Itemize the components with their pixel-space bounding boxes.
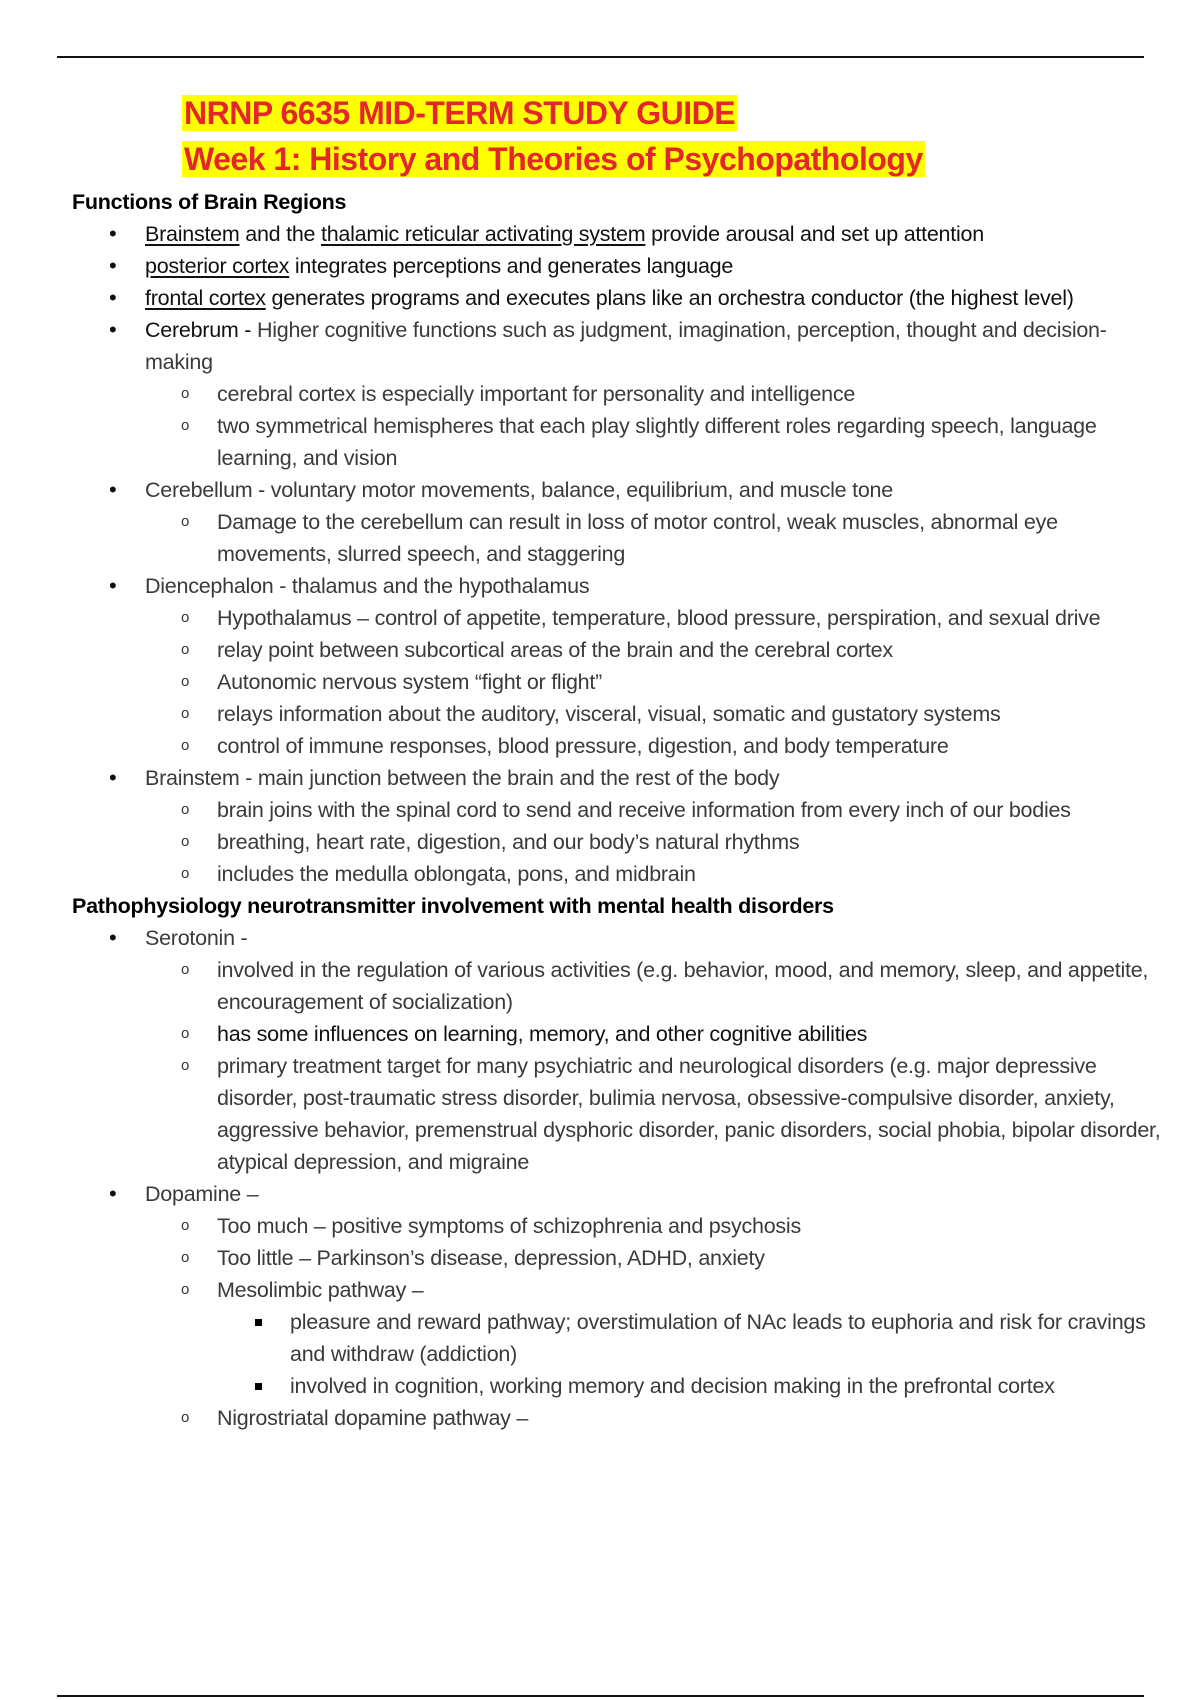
sub-list-item xyxy=(72,826,1168,858)
sub-list-item xyxy=(72,954,1168,1018)
text: Mesolimbic pathway – xyxy=(217,1278,424,1302)
circle-bullet-icon: o xyxy=(181,513,190,530)
circle-bullet-icon: o xyxy=(181,1025,190,1042)
title-block xyxy=(182,90,925,182)
bullet-icon: • xyxy=(109,285,117,310)
text: Too little – Parkinson’s disease, depression, ADHD, anxiety xyxy=(217,1246,765,1270)
term: Cerebrum - xyxy=(145,318,257,342)
text: integrates perceptions and generates language xyxy=(289,254,734,278)
top-rule xyxy=(57,56,1144,58)
text: Higher cognitive functions such as judgment, imagination, perception, thought and decision-making xyxy=(145,318,1107,374)
text: two symmetrical hemispheres that each play slightly different roles regarding speech, language learning, and vision xyxy=(217,414,1097,470)
circle-bullet-icon: o xyxy=(181,385,190,402)
text: primary treatment target for many psychiatric and neurological disorders (e.g. major depressive disorder, post-traumatic stress disorder, bulimia nervosa, obsessive-compulsive disorder, anxiety, aggressive behavior, premenstrual dysphoric disorder, panic disorders, social phobia, bipolar disorder, atypical depression, and migraine xyxy=(217,1054,1161,1174)
section-heading-neurotransmitters: Pathophysiology neurotransmitter involvement with mental health disorders xyxy=(72,894,834,918)
text: Autonomic nervous system “fight or flight” xyxy=(217,670,603,694)
bullet-icon: • xyxy=(109,1181,117,1206)
underlined-term: posterior cortex xyxy=(145,254,290,278)
circle-bullet-icon: o xyxy=(181,1409,190,1426)
sub-list-item xyxy=(72,634,1168,666)
sub-list-item xyxy=(72,698,1168,730)
circle-bullet-icon: o xyxy=(181,609,190,626)
text: includes the medulla oblongata, pons, and midbrain xyxy=(217,862,696,886)
list-item xyxy=(72,1178,1168,1210)
text: Nigrostriatal dopamine pathway – xyxy=(217,1406,529,1430)
sub-list-item xyxy=(72,1274,1168,1306)
sub-sub-list-item xyxy=(72,1370,1168,1402)
bullet-icon: • xyxy=(109,221,117,246)
bullet-icon: • xyxy=(109,317,117,342)
circle-bullet-icon: o xyxy=(181,737,190,754)
text: relay point between subcortical areas of the brain and the cerebral cortex xyxy=(217,638,893,662)
brain-regions-list xyxy=(72,218,1168,890)
list-item xyxy=(72,282,1168,314)
list-item xyxy=(72,218,1168,250)
text: involved in the regulation of various activities (e.g. behavior, mood, and memory, sleep, and appetite, encouragement of socialization) xyxy=(217,958,1149,1014)
list-item xyxy=(72,762,1168,794)
neurotransmitter-list xyxy=(72,922,1168,1434)
circle-bullet-icon: o xyxy=(181,705,190,722)
text: pleasure and reward pathway; overstimulation of NAc leads to euphoria and risk for cravings and withdraw (addiction) xyxy=(290,1310,1146,1366)
text: Hypothalamus – control of appetite, temperature, blood pressure, perspiration, and sexual drive xyxy=(217,606,1101,630)
list-item xyxy=(72,250,1168,282)
text: Damage to the cerebellum can result in loss of motor control, weak muscles, abnormal eye movements, slurred speech, and staggering xyxy=(217,510,1058,566)
text: provide arousal and set up attention xyxy=(645,222,984,246)
sub-list-item xyxy=(72,1402,1168,1434)
bottom-rule xyxy=(57,1695,1144,1697)
sub-list-item xyxy=(72,1050,1168,1178)
text: and the xyxy=(239,222,321,246)
section-heading-brain-regions: Functions of Brain Regions xyxy=(72,190,347,214)
list-item xyxy=(72,570,1168,602)
title-line-1 xyxy=(182,90,925,136)
text: generates programs and executes plans like an orchestra conductor (the highest level) xyxy=(265,286,1074,310)
sub-list-item xyxy=(72,858,1168,890)
bullet-icon: • xyxy=(109,573,117,598)
text: breathing, heart rate, digestion, and our body’s natural rhythms xyxy=(217,830,800,854)
text: Diencephalon - thalamus and the hypothalamus xyxy=(145,574,590,598)
title-line-2 xyxy=(182,136,925,182)
bullet-icon: • xyxy=(109,477,117,502)
circle-bullet-icon: o xyxy=(181,673,190,690)
sub-sub-list-item xyxy=(72,1306,1168,1370)
bullet-icon: • xyxy=(109,925,117,950)
text: Serotonin - xyxy=(145,926,248,950)
sub-list-item xyxy=(72,410,1168,474)
circle-bullet-icon: o xyxy=(181,833,190,850)
sub-list-item xyxy=(72,378,1168,410)
circle-bullet-icon: o xyxy=(181,641,190,658)
text: cerebral cortex is especially important for personality and intelligence xyxy=(217,382,856,406)
sub-list-item xyxy=(72,1242,1168,1274)
circle-bullet-icon: o xyxy=(181,961,190,978)
sub-list-item xyxy=(72,1018,1168,1050)
text: Cerebellum - voluntary motor movements, balance, equilibrium, and muscle tone xyxy=(145,478,893,502)
text: has some influences on learning, memory, and other cognitive abilities xyxy=(217,1022,868,1046)
circle-bullet-icon: o xyxy=(181,865,190,882)
circle-bullet-icon: o xyxy=(181,1281,190,1298)
text: brain joins with the spinal cord to send and receive information from every inch of our bodies xyxy=(217,798,1071,822)
sub-list-item xyxy=(72,666,1168,698)
circle-bullet-icon: o xyxy=(181,801,190,818)
circle-bullet-icon: o xyxy=(181,1217,190,1234)
week-title: Week 1: History and Theories of Psychopathology xyxy=(184,141,923,177)
circle-bullet-icon: o xyxy=(181,1057,190,1074)
text: Dopamine – xyxy=(145,1182,259,1206)
text: involved in cognition, working memory and decision making in the prefrontal cortex xyxy=(290,1374,1055,1398)
circle-bullet-icon: o xyxy=(181,417,190,434)
sub-list-item xyxy=(72,506,1168,570)
bullet-icon: • xyxy=(109,253,117,278)
list-item xyxy=(72,474,1168,506)
square-bullet-icon xyxy=(255,1383,262,1390)
underlined-term: thalamic reticular activating system xyxy=(320,222,646,246)
course-title: NRNP 6635 MID-TERM STUDY GUIDE xyxy=(184,95,736,131)
text: Brainstem - main junction between the brain and the rest of the body xyxy=(145,766,780,790)
text: control of immune responses, blood pressure, digestion, and body temperature xyxy=(217,734,949,758)
underlined-term: frontal cortex xyxy=(145,286,266,310)
underlined-term: Brainstem xyxy=(145,222,240,246)
circle-bullet-icon: o xyxy=(181,1249,190,1266)
sub-list-item xyxy=(72,602,1168,634)
text: relays information about the auditory, visceral, visual, somatic and gustatory systems xyxy=(217,702,1001,726)
text: Too much – positive symptoms of schizophrenia and psychosis xyxy=(217,1214,801,1238)
bullet-icon: • xyxy=(109,765,117,790)
document-body xyxy=(72,186,1168,1434)
sub-list-item xyxy=(72,1210,1168,1242)
list-item xyxy=(72,314,1168,378)
square-bullet-icon xyxy=(255,1319,262,1326)
list-item xyxy=(72,922,1168,954)
sub-list-item xyxy=(72,730,1168,762)
sub-list-item xyxy=(72,794,1168,826)
